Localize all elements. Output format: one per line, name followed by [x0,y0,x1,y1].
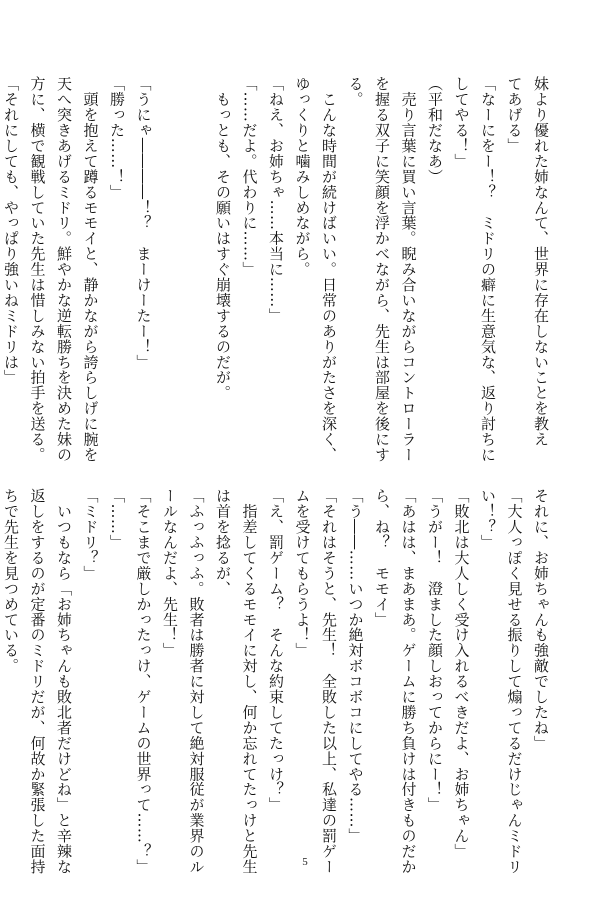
text-line: 「あはは、まあまあ。ゲームに勝ち負けは付きものだか [399,488,418,875]
text-line: 妹より優れた姉なんて、世界に存在しないことを教え [532,76,550,447]
text-line: もっとも、その願いはすぐ崩壊するのだが。 [214,76,232,401]
text-line: 「大人っぽく見せる振りして煽ってるだけじゃんミドリ [505,488,524,875]
text-line: いつもなら「お姉ちゃんも敗北者だけどね」と辛辣な [55,488,73,875]
text-line [183,76,210,436]
text-line: 「え、罰ゲーム？ そんな約束してたっけ？」 [267,488,285,813]
text-line: る。 [346,76,365,107]
text-line: ら、ね？ モモイ」 [373,488,391,628]
text-line: は首を捻るが、 [214,488,232,597]
text-line: 「ふっふっふ。敗者は勝者に対して絶対服従が業界のル [187,488,206,875]
text-line: ムを受けてもらうよ！」 [293,488,312,658]
text-line: 「う――……いつか絶対ボコボコにしてやる……」 [346,488,365,844]
text-line: 方に、横で観戦していた先生は惜しみない拍手を送る。 [28,76,47,463]
text-line: 頭を抱えて蹲るモモイと、静かながら誇らしげに腕を [81,76,100,463]
text-line: してやる！」 [452,76,471,169]
text-line: それに、お姉ちゃんも強敵でしたね」 [532,488,550,751]
text-line: 「……だよ。代わりに……」 [240,76,259,277]
text-line: 「……」 [108,488,126,550]
text-line: 「そこまで厳しかったっけ、ゲームの世界って……？」 [134,488,153,875]
text-line: 「それはそうと、先生！ 全敗した以上、私達の罰ゲー [320,488,338,875]
text-line: 天へ突きあげるミドリ。鮮やかな逆転勝ちを決めた妹の [55,76,73,463]
text-line: 「勝った……！」 [108,76,126,200]
text-line: 「ねえ、お姉ちゃ……本当に……」 [267,76,285,324]
text-block-top [2,76,554,463]
text-block-bottom [2,488,554,875]
text-line: （平和だなあ） [426,76,444,185]
text-line: 「それにしても、やっぱり強いねミドリは」 [2,76,20,385]
text-line: 「敗北は大人しく受け入れるべきだよ、お姉ちゃん」 [452,488,471,859]
text-line: ちで先生を見つめている。 [2,488,20,674]
text-line: ールなんだよ、先生！」 [161,488,179,658]
text-line: 返しをするのが定番のミドリだが、何故か緊張した面持 [28,488,47,875]
text-line: てあげる」 [505,76,524,154]
page-number: 5 [302,856,308,868]
text-line: を握る双子に笑顔を浮かべながら、先生は部屋を後にす [373,76,391,463]
text-line: 「うにゃ――――！？ まーけーたー！」 [134,76,153,370]
text-line: 「ミドリ？」 [81,488,100,581]
text-line [157,76,184,436]
text-line: 指差してくるモモイに対し、何か忘れてたっけと先生 [240,488,259,875]
text-line: こんな時間が続けばいい。日常のありがたさを深く、 [320,76,338,463]
text-line: ゆっくりと噛みしめながら。 [293,76,312,277]
text-line: い！？」 [479,488,497,550]
text-line: 「うがー！ 澄ました顔しおってからにー！」 [426,488,444,813]
text-line: 「なーにをー！？ ミドリの癖に生意気な、返り討ちに [479,76,497,463]
text-line: 売り言葉に買い言葉。睨み合いながらコントローラー [399,76,418,463]
